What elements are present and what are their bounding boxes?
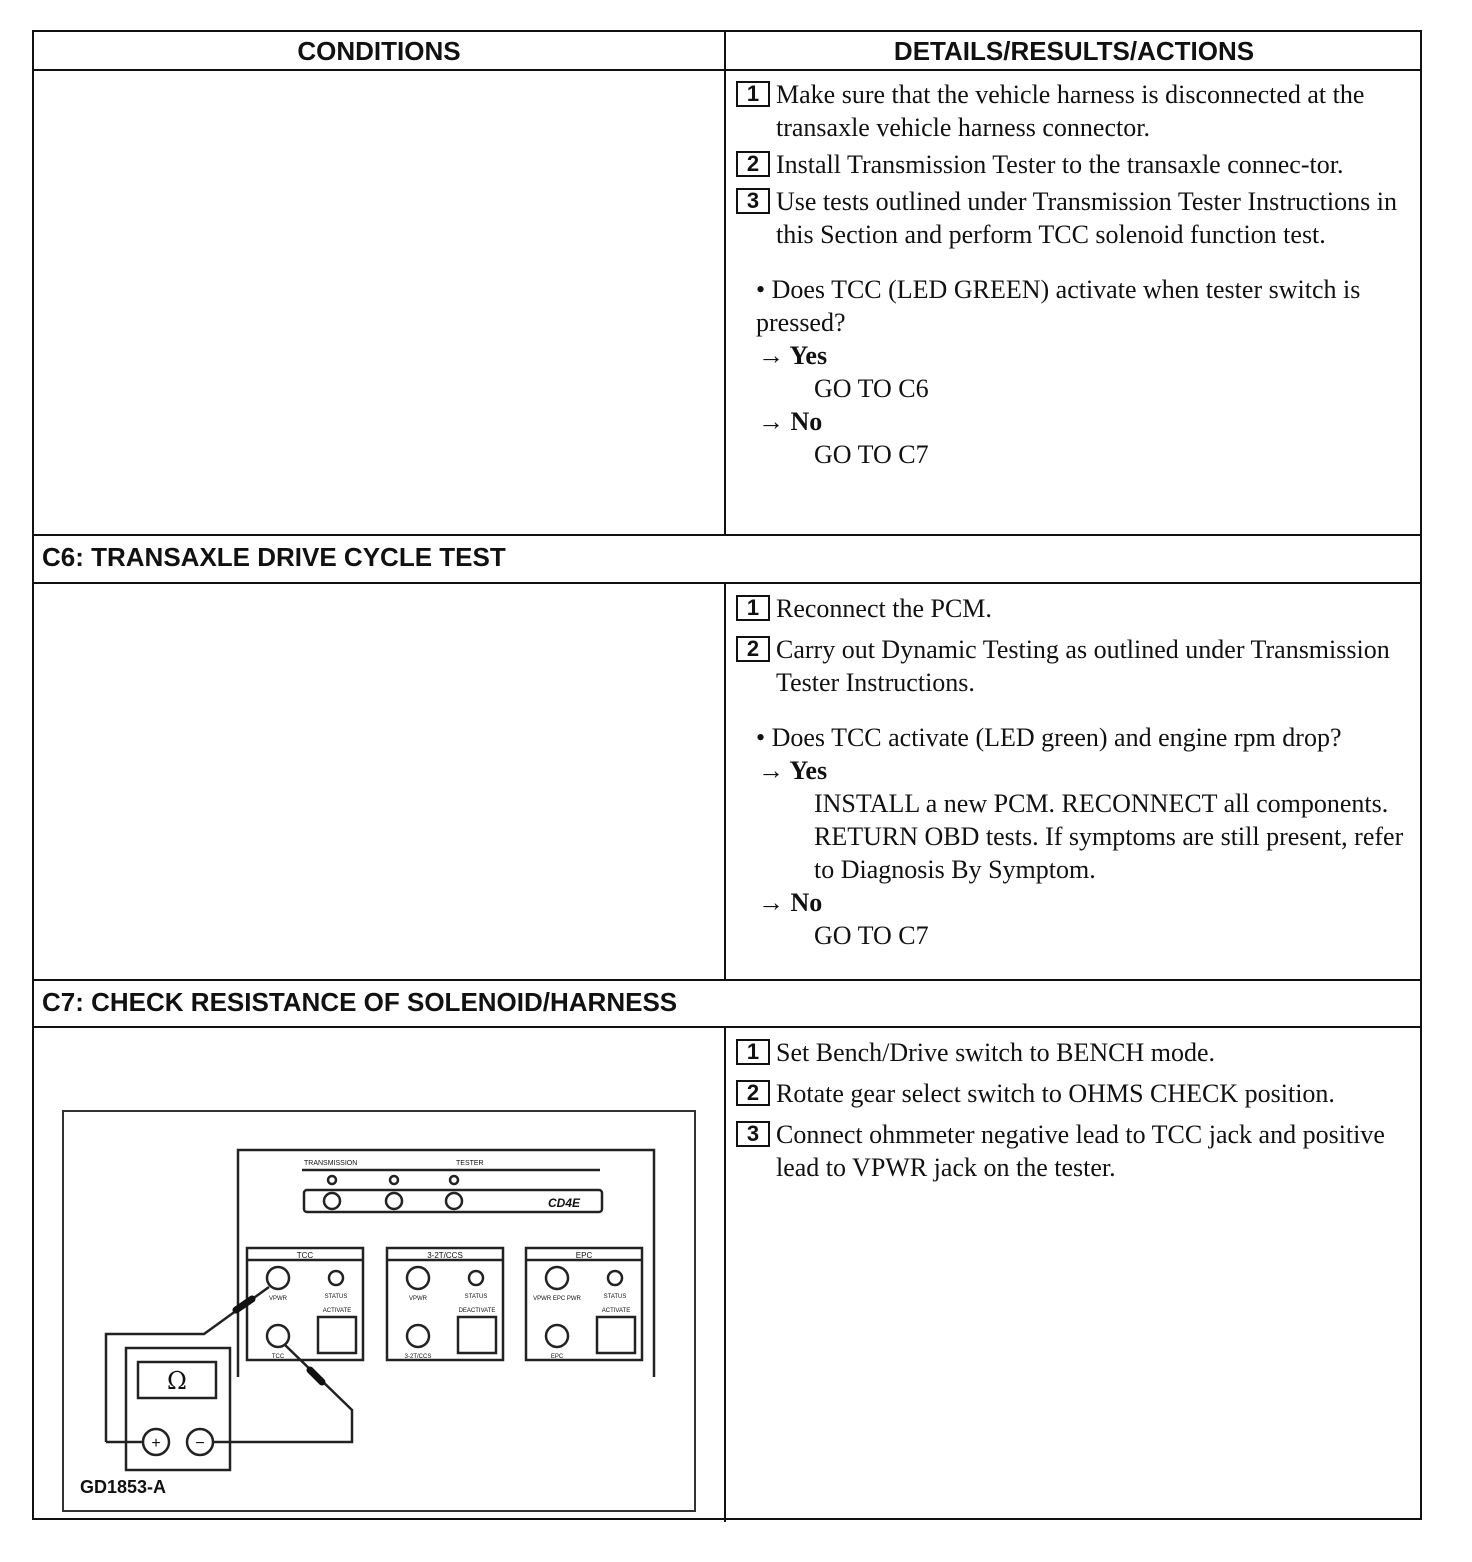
plus-sign: + bbox=[151, 1435, 161, 1452]
button-label: ACTIVATE bbox=[601, 1308, 631, 1314]
button-label: ACTIVATE bbox=[322, 1308, 352, 1314]
ohmmeter-tester-figure bbox=[62, 1110, 696, 1512]
section-divider bbox=[34, 534, 1420, 536]
panel-32tccs bbox=[387, 1248, 503, 1360]
c7-step-1 bbox=[736, 1036, 1412, 1069]
jack-label: VPWR EPC PWR bbox=[533, 1296, 581, 1302]
panel-epc bbox=[526, 1248, 642, 1360]
c5-step-1 bbox=[736, 78, 1412, 144]
ohm-symbol: Ω bbox=[167, 1367, 187, 1395]
step-text: Connect ohmmeter negative lead to TCC jack and positive lead to VPWR jack on the tester. bbox=[776, 1120, 1385, 1182]
c5-details bbox=[736, 78, 1412, 471]
c6-details bbox=[736, 592, 1412, 952]
c5-question: • Does TCC (LED GREEN) activate when tester switch is pressed? bbox=[756, 275, 1361, 337]
step-number: 1 bbox=[736, 81, 770, 107]
jack-label: STATUS bbox=[464, 1294, 488, 1300]
c5-yes-action: GO TO C6 bbox=[814, 374, 929, 403]
step-number: 3 bbox=[736, 1121, 770, 1147]
section-divider bbox=[34, 979, 1420, 981]
tester-title-right: TESTER bbox=[456, 1160, 484, 1167]
step-number: 3 bbox=[736, 188, 770, 214]
jack-label: 3-2T/CCS bbox=[404, 1354, 432, 1360]
column-divider bbox=[724, 583, 726, 979]
conditions-header: CONDITIONS bbox=[297, 35, 461, 66]
figure-code: GD1853-A bbox=[80, 1477, 167, 1497]
c5-step-3 bbox=[736, 185, 1412, 251]
jack-label: TCC bbox=[271, 1354, 285, 1360]
c7-step-2 bbox=[736, 1077, 1412, 1110]
c5-no-action: GO TO C7 bbox=[814, 440, 929, 469]
step-text: Install Transmission Tester to the transaxle connec-tor. bbox=[776, 150, 1344, 179]
minus-sign: − bbox=[195, 1435, 205, 1452]
jack-label: VPWR bbox=[409, 1296, 427, 1302]
c5-yes-label: → Yes bbox=[758, 341, 828, 370]
c6-yes-action: INSTALL a new PCM. RECONNECT all components. RETURN OBD tests. If symptoms are still present, refer to Diagnosis By Symptom. bbox=[814, 789, 1404, 884]
step-text: Set Bench/Drive switch to BENCH mode. bbox=[776, 1038, 1216, 1067]
jack-label: STATUS bbox=[324, 1294, 348, 1300]
step-number: 1 bbox=[736, 1039, 770, 1065]
c6-step-2 bbox=[736, 633, 1412, 699]
details-header: DETAILS/RESULTS/ACTIONS bbox=[893, 35, 1255, 66]
step-number: 1 bbox=[736, 595, 770, 621]
step-text: Use tests outlined under Transmission Tester Instructions in this Section and perform TCC solenoid function test. bbox=[776, 187, 1397, 249]
button-label: DEACTIVATE bbox=[458, 1308, 496, 1314]
c6-yes-label: → Yes bbox=[758, 756, 828, 785]
c7-details bbox=[736, 1036, 1412, 1188]
step-number: 2 bbox=[736, 151, 770, 177]
c5-step-2 bbox=[736, 148, 1412, 181]
c6-step-1 bbox=[736, 592, 1412, 625]
column-divider bbox=[724, 1027, 726, 1522]
panel-title: 3-2T/CCS bbox=[427, 1251, 463, 1260]
panel-title: EPC bbox=[575, 1251, 593, 1260]
c6-no-action: GO TO C7 bbox=[814, 921, 929, 950]
c5-no-label: → No bbox=[758, 407, 823, 436]
positive-lead bbox=[106, 1287, 269, 1442]
section-divider bbox=[34, 1026, 1420, 1028]
column-divider bbox=[724, 32, 726, 534]
header-divider bbox=[34, 69, 1420, 71]
step-text: Reconnect the PCM. bbox=[776, 594, 992, 623]
step-text: Carry out Dynamic Testing as outlined under Transmission Tester Instructions. bbox=[776, 635, 1390, 697]
c7-title: C7: CHECK RESISTANCE OF SOLENOID/HARNESS bbox=[42, 987, 678, 1017]
panel-tcc bbox=[247, 1248, 363, 1360]
tester-model: CD4E bbox=[548, 1196, 581, 1210]
c7-step-3 bbox=[736, 1118, 1412, 1184]
c6-question: • Does TCC activate (LED green) and engine rpm drop? bbox=[756, 723, 1342, 752]
tester-diagram bbox=[64, 1112, 698, 1514]
step-number: 2 bbox=[736, 1080, 770, 1106]
step-text: Rotate gear select switch to OHMS CHECK position. bbox=[776, 1079, 1335, 1108]
panel-title: TCC bbox=[296, 1251, 314, 1260]
tester-title-left: TRANSMISSION bbox=[304, 1160, 358, 1167]
tester-body bbox=[238, 1150, 654, 1377]
jack-label: EPC bbox=[550, 1354, 564, 1360]
step-text: Make sure that the vehicle harness is disconnected at the transaxle vehicle harness connector. bbox=[776, 80, 1365, 142]
section-divider bbox=[34, 582, 1420, 584]
jack-label: VPWR bbox=[269, 1296, 287, 1302]
step-number: 2 bbox=[736, 636, 770, 662]
c6-no-label: → No bbox=[758, 888, 823, 917]
c6-title: C6: TRANSAXLE DRIVE CYCLE TEST bbox=[42, 542, 506, 572]
jack-label: STATUS bbox=[603, 1294, 627, 1300]
